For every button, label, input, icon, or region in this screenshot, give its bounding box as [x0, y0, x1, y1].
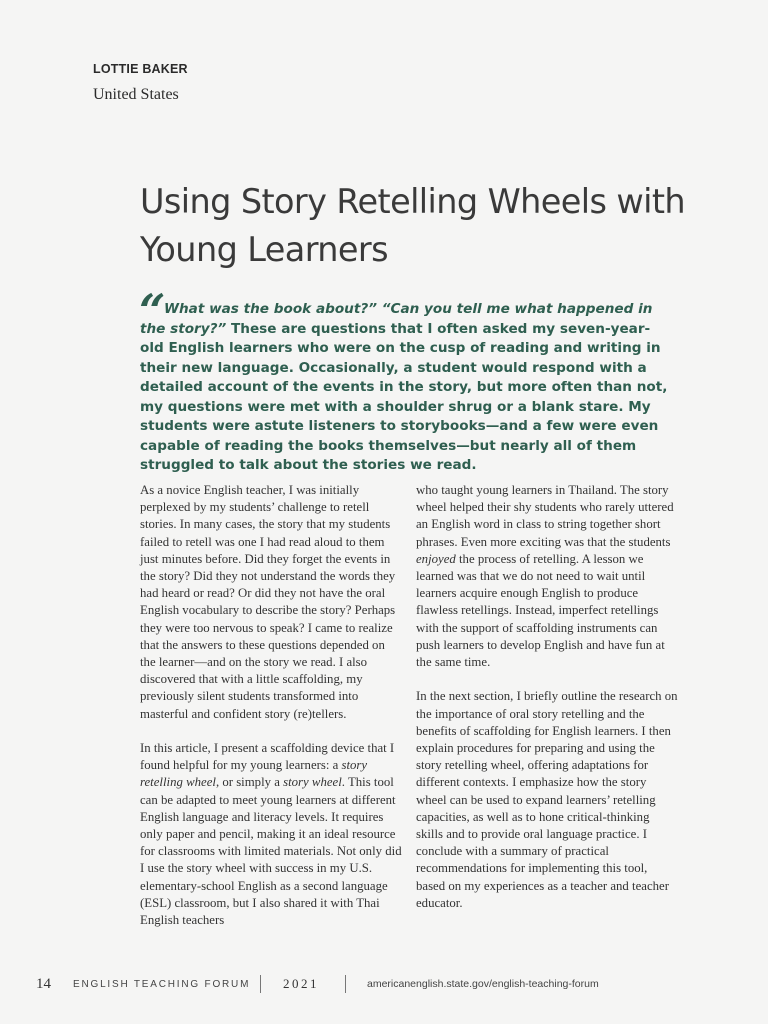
emphasis-text: story retelling wheel: [140, 758, 368, 790]
quote-mark-icon: “: [139, 284, 166, 338]
pull-quote: [140, 300, 670, 476]
paragraph: [416, 482, 678, 671]
paragraph-text: the process of retelling. A lesson we learned was that we do not need to wait until learners acquire enough English to produce flawless retellings. Instead, imperfect retellings with the support of scaffolding instruments can push learners to develop English and have fun at the same time.: [416, 551, 665, 670]
paragraph-text: In this article, I present a scaffolding device that I found helpful for my young learners: a: [140, 741, 395, 773]
paragraph-text: who taught young learners in Thailand. The story wheel helped their shy students who rarely uttered an English word in class to string together short phrases. Even more exciting was that the students: [416, 483, 674, 549]
body-column-right: [416, 482, 678, 929]
paragraph-text: . This tool can be adapted to meet young learners at different English language and literacy levels. It requires only paper and pencil, making it an ideal resource for classrooms with limited materials. Not only did I use the story wheel with success in my U.S. elementary-school English as a second language (ESL) classroom, but I also shared it with Thai English teachers: [140, 775, 402, 928]
footer-divider: [260, 975, 261, 993]
pull-quote-lead: What was the book about?” “Can you tell me what happened in the story?”: [140, 301, 653, 337]
journal-name: ENGLISH TEACHING FORUM: [73, 979, 251, 990]
paragraph-text: , or simply a: [215, 775, 284, 790]
body-column-left: [140, 482, 402, 946]
emphasis-text: story wheel: [283, 775, 342, 790]
emphasis-text: enjoyed: [416, 551, 456, 566]
article-title: Using Story Retelling Wheels with Young Learners: [140, 182, 686, 269]
page-number: 14: [36, 976, 51, 992]
pull-quote-rest: These are questions that I often asked my seven-year-old English learners who were on the cusp of reading and writing in their new language. Occasionally, a student would respond with a detailed account of the events in the story, but more often than not, my questions were met with a shoulder shrug or a blank stare. My students were astute listeners to storybooks—and a few were even capable of reading the books themselves—but nearly all of them struggled to talk about the stories we read.: [140, 320, 668, 473]
paragraph: As a novice English teacher, I was initially perplexed by my students’ challenge to retell stories. In many cases, the story that my students failed to retell was one I had read aloud to them just minutes before. Did they forget the events in the story? Did they not understand the words they had heard or read? Or did they not have the oral English vocabulary to describe the story? Perhaps they were too nervous to speak? I came to realize that the answers to these questions depended on the learner—and on the story we read. I also discovered that with a little scaffolding, my previously silent students transformed into masterful and confident story (re)tellers.: [140, 483, 396, 721]
paragraph: [140, 740, 402, 929]
publication-year: 2021: [283, 976, 319, 991]
journal-url[interactable]: americanenglish.state.gov/english-teaching-forum: [367, 978, 599, 990]
author-name: LOTTIE BAKER: [93, 62, 188, 76]
paragraph: In the next section, I briefly outline the research on the importance of oral story retelling and the benefits of scaffolding for English learners. I then explain procedures for preparing and using the story retelling wheel, offering adaptations for different contexts. I emphasize how the story wheel can be used to expand learners’ retelling capacities, as well as to hone critical-thinking skills and to provide oral language practice. I conclude with a summary of practical recommendations for implementing this tool, based on my experiences as a teacher and teacher educator.: [416, 689, 678, 910]
author-country: United States: [93, 86, 179, 103]
page-footer: [0, 975, 768, 995]
footer-divider: [345, 975, 346, 993]
